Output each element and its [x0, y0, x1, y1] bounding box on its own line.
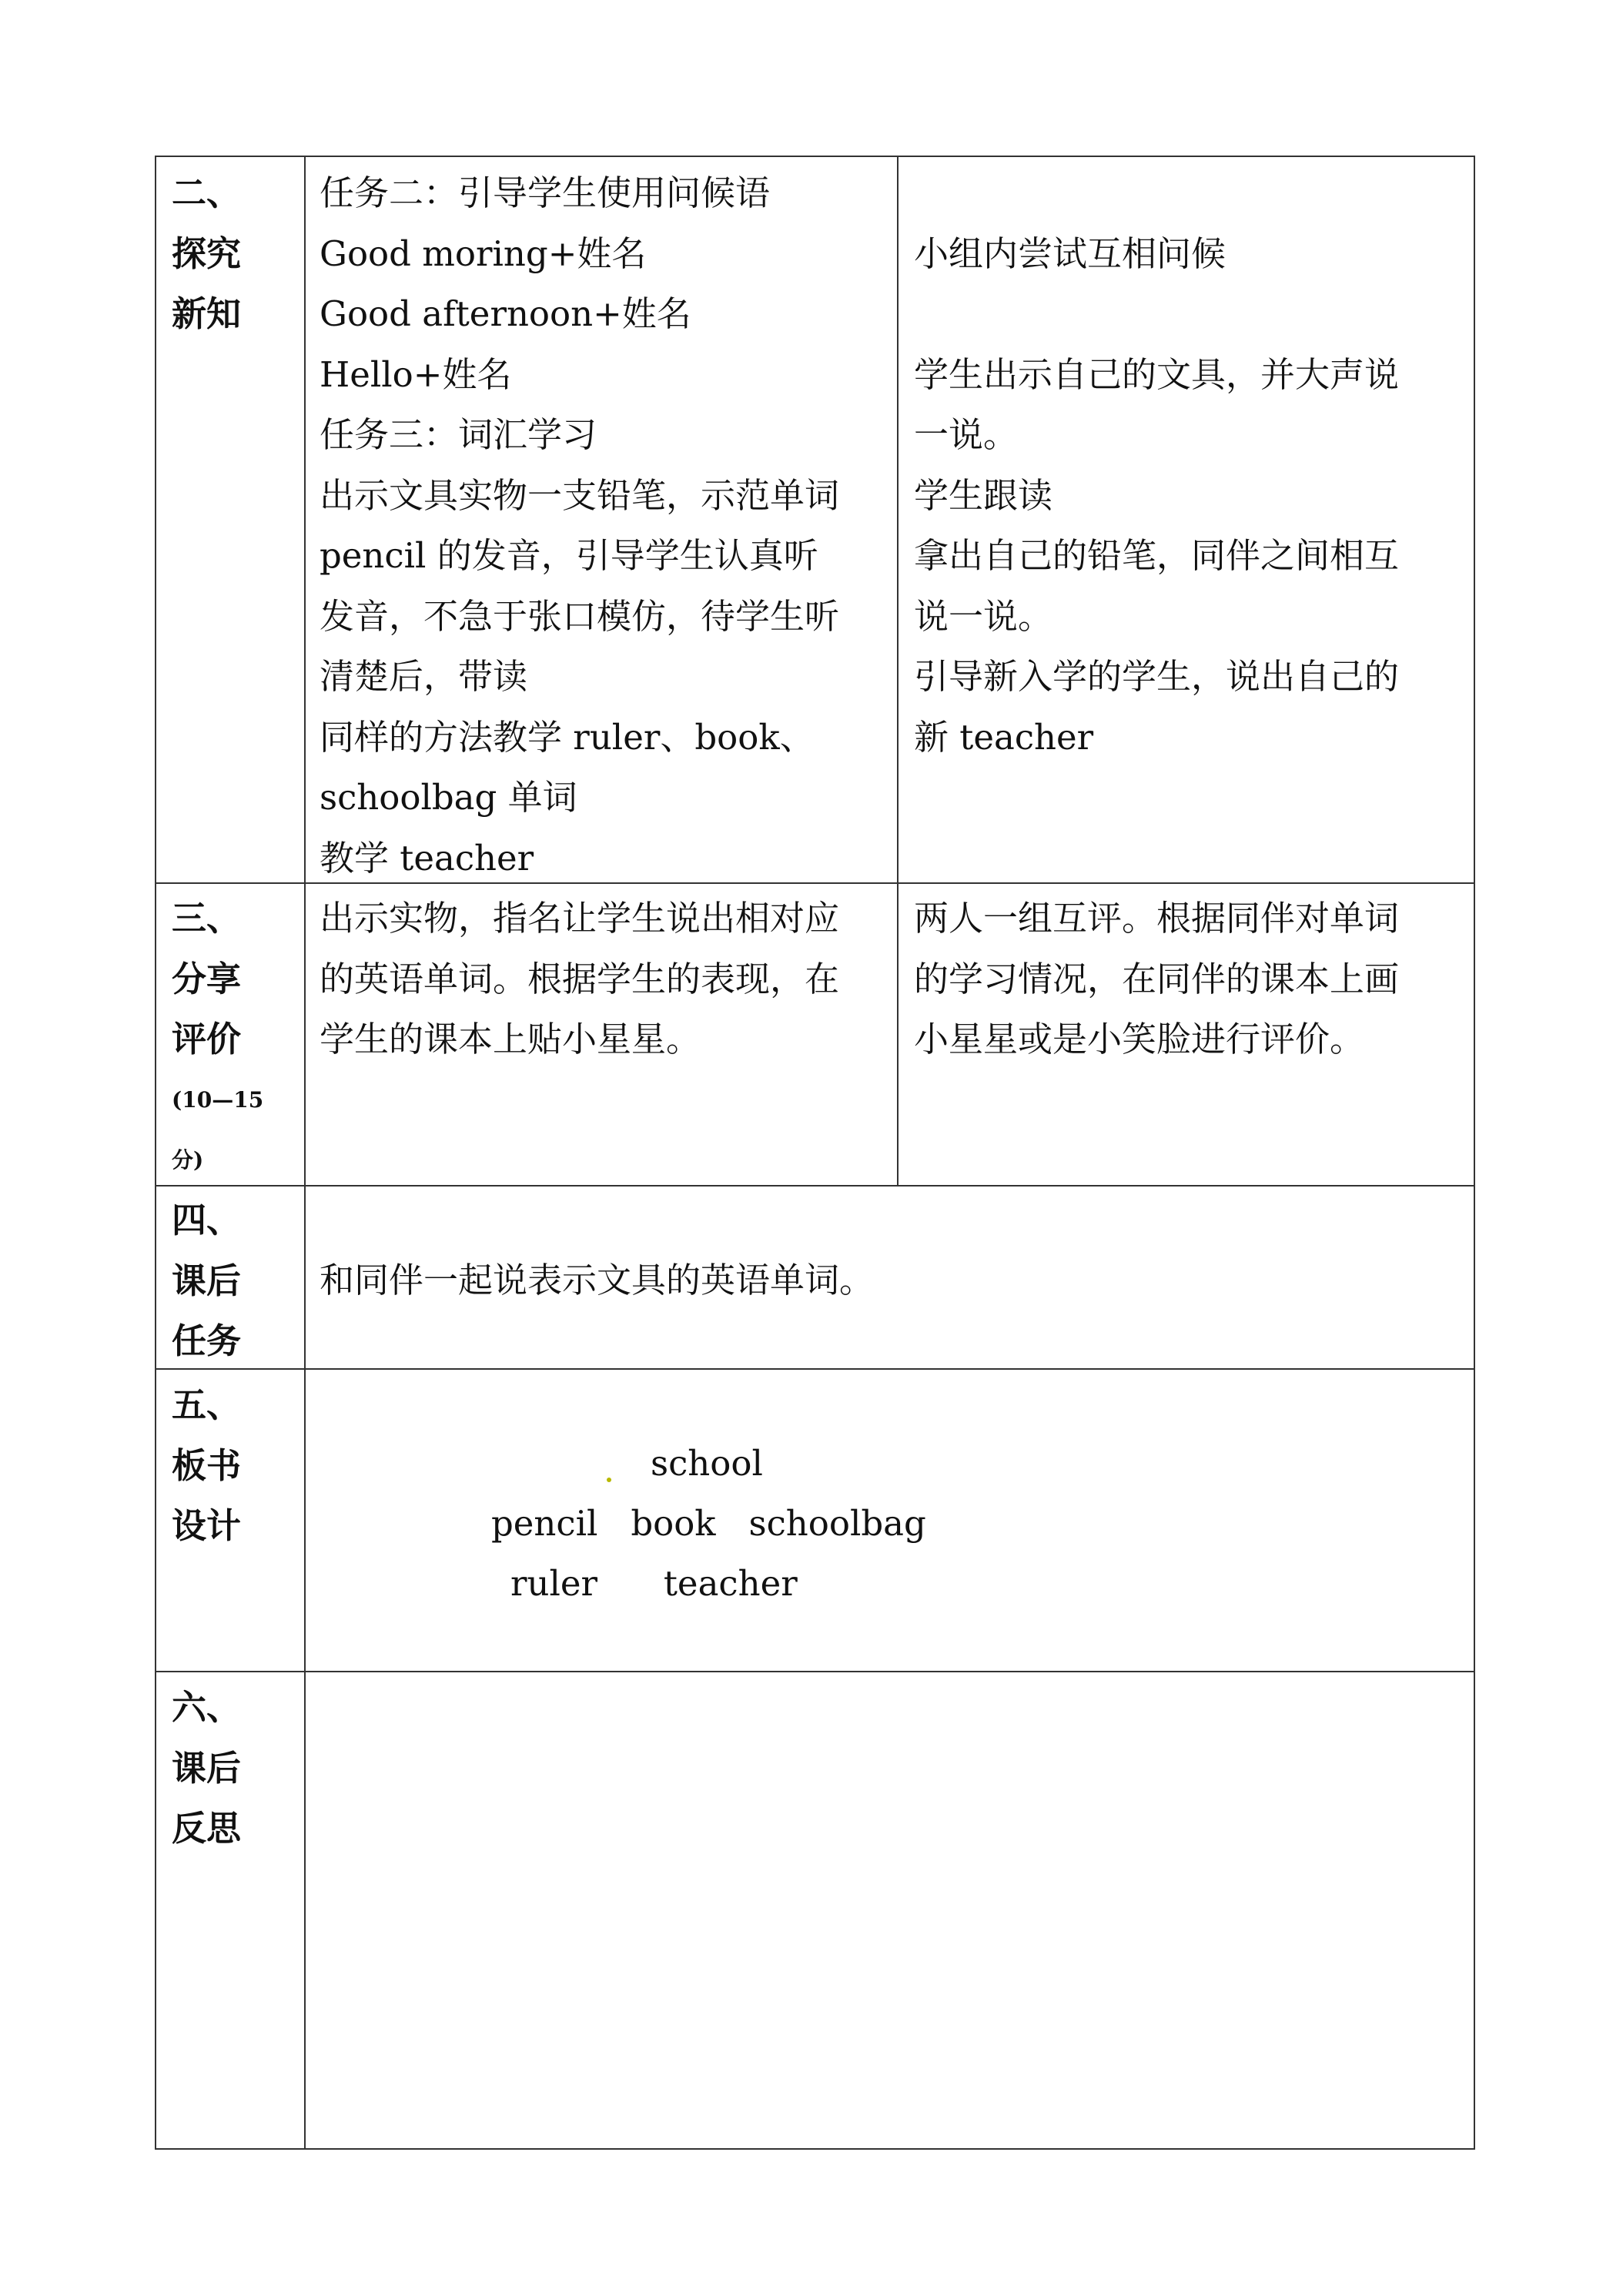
- row3-label: 四、 课后 任务: [172, 1200, 242, 1361]
- row1-teacher-activity: 任务二：引导学生使用问候语 Good moring+姓名 Good afternoon+姓名 Hello+姓名 任务三：词汇学习 出示文具实物一支铅笔，示范单词 pencil 的发音，引导学生认真听 发音，不急于张口模仿，待学生听 清楚后，带读 同样的方法教学 ruler、book、 schoolbag 单词 教学 teacher: [320, 172, 840, 879]
- column-divider-label: [304, 157, 306, 2148]
- row-divider-2: [156, 1185, 1474, 1186]
- column-divider-middle: [897, 157, 899, 1185]
- row-divider-4: [156, 1671, 1474, 1672]
- row2-label: 三、 分享 评价 (10—15 分): [172, 898, 264, 1173]
- board-line-words: pencil book schoolbag: [491, 1503, 926, 1544]
- board-line-ruler-teacher: ruler teacher: [510, 1563, 798, 1604]
- row3-homework: 和同伴一起说表示文具的英语单词。: [320, 1260, 875, 1300]
- board-dot: [607, 1478, 611, 1482]
- row1-student-activity: 小组内尝试互相问候 学生出示自己的文具，并大声说 一说。 学生跟读 拿出自己的铅笔，同伴之间相互 说一说。 引导新入学的学生，说出自己的 新 teacher: [914, 233, 1400, 758]
- row4-label: 五、 板书 设计: [172, 1384, 242, 1546]
- board-line-school: school: [651, 1443, 763, 1484]
- row5-label: 六、 课后 反思: [172, 1687, 242, 1849]
- row1-label: 二、 探究 新知: [172, 172, 242, 334]
- row2-student-activity: 两人一组互评。根据同伴对单词 的学习情况，在同伴的课本上画 小星星或是小笑脸进行评价。: [914, 898, 1400, 1059]
- row-divider-3: [156, 1368, 1474, 1370]
- lesson-plan-table: [155, 156, 1475, 2150]
- row2-teacher-activity: 出示实物，指名让学生说出相对应 的英语单词。根据学生的表现，在 学生的课本上贴小星星。: [320, 898, 840, 1059]
